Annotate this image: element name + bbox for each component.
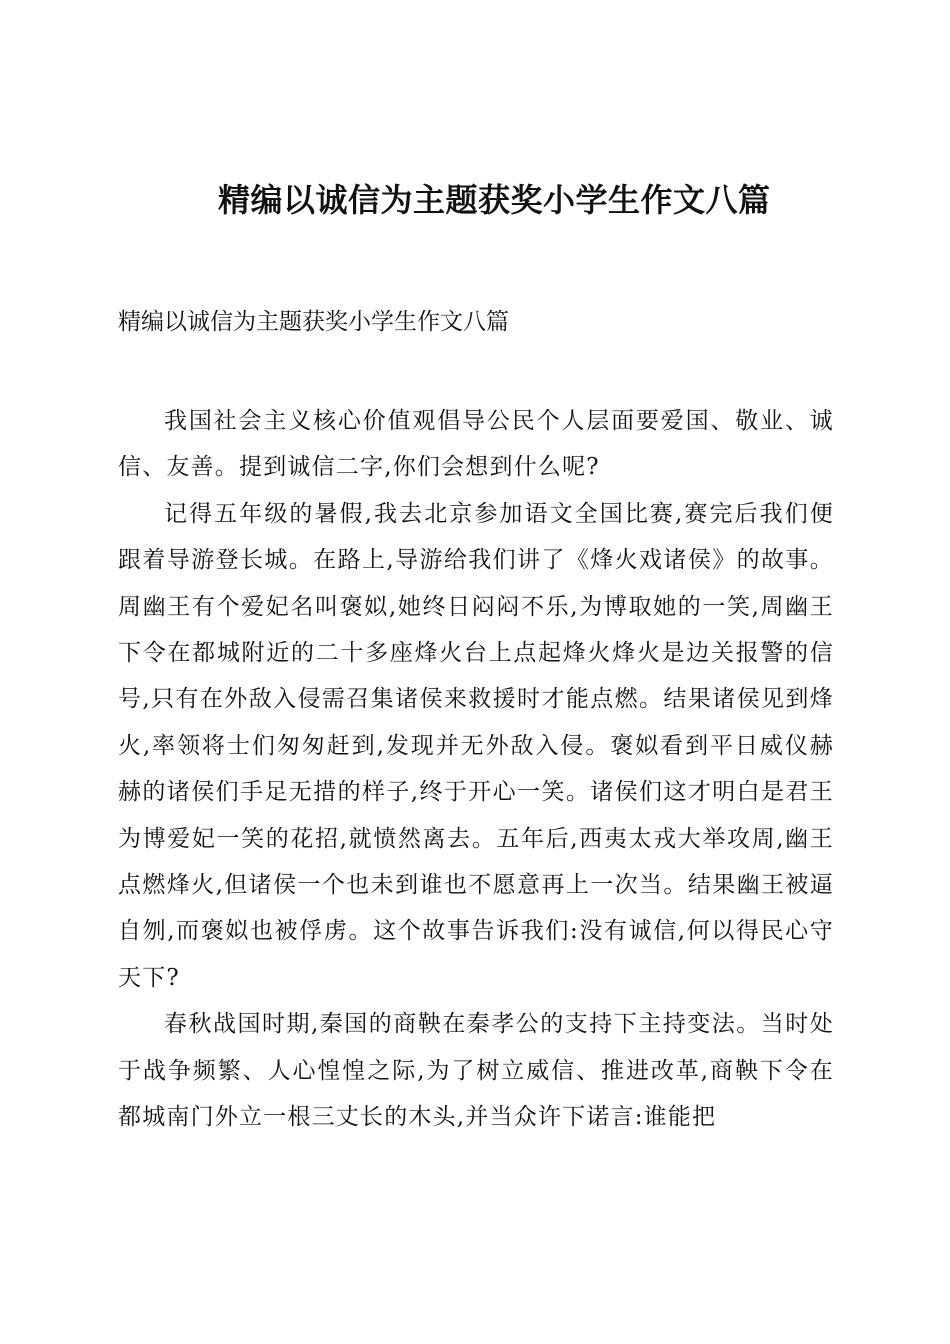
document-subtitle: 精编以诚信为主题获奖小学生作文八篇	[118, 309, 509, 335]
body-paragraph: 春秋战国时期,秦国的商鞅在秦孝公的支持下主持变法。当时处于战争频繁、人心惶惶之际,为了树立威信、推进改革,商鞅下令在都城南门外立一根三丈长的木头,并当众许下诺言:谁能把	[118, 1011, 834, 1131]
document-title: 精编以诚信为主题获奖小学生作文八篇	[218, 181, 771, 219]
body-paragraph: 记得五年级的暑假,我去北京参加语文全国比赛,赛完后我们便跟着导游登长城。在路上,导游给我们讲了《烽火戏诸侯》的故事。周幽王有个爱妃名叫褒姒,她终日闷闷不乐,为博取她的一笑,周幽王下令在都城附近的二十多座烽火台上点起烽火烽火是边关报警的信号,只有在外敌入侵需召集诸侯来救援时才能点燃。结果诸侯见到烽火,率领将士们匆匆赶到,发现并无外敌入侵。褒姒看到平日威仪赫赫的诸侯们手足无措的样子,终于开心一笑。诸侯们这才明白是君王为博爱妃一笑的花招,就愤然离去。五年后,西夷太戎大举攻周,幽王点燃烽火,但诸侯一个也未到谁也不愿意再上一次当。结果幽王被逼自刎,而褒姒也被俘虏。这个故事告诉我们:没有诚信,何以得民心守天下?	[118, 500, 834, 991]
document-body	[118, 398, 834, 1141]
body-paragraph: 我国社会主义核心价值观倡导公民个人层面要爱国、敬业、诚信、友善。提到诚信二字,你们会想到什么呢?	[118, 408, 834, 481]
